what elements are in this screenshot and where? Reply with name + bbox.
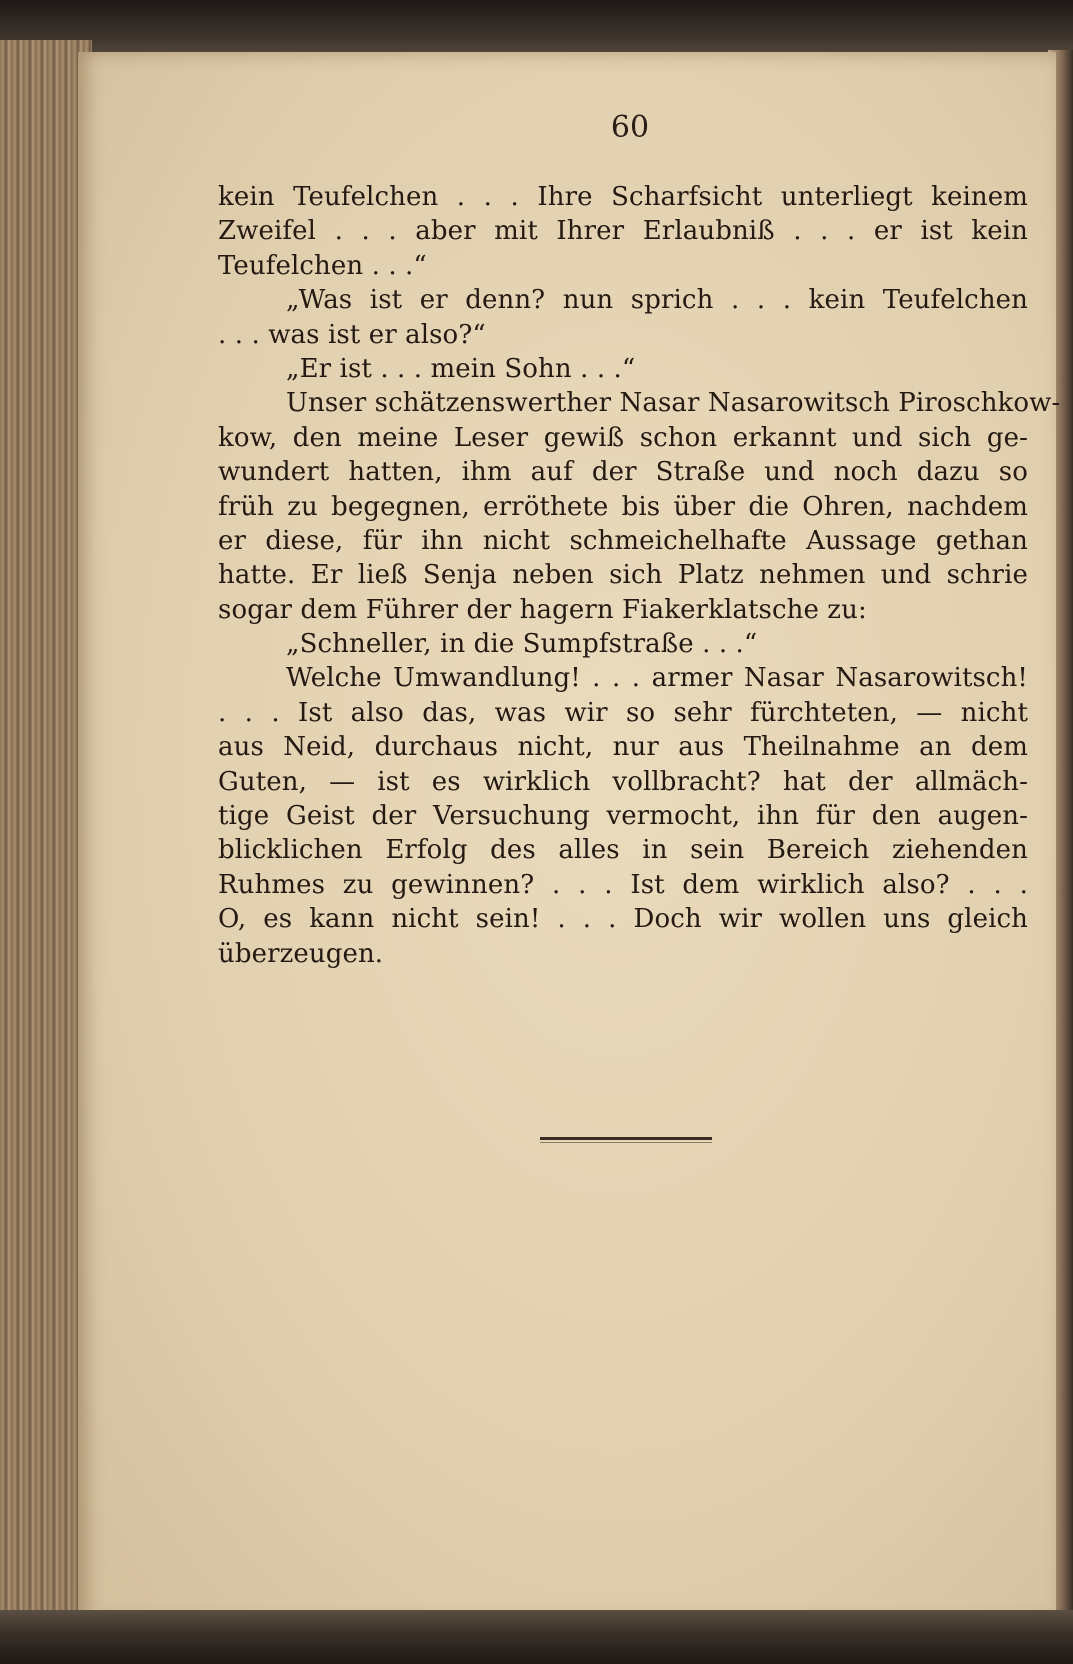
- bottom-shadow-band: [0, 1610, 1073, 1664]
- text-line: wundert hatten, ihm auf der Straße und noch dazu so: [218, 457, 1028, 488]
- text-line: blicklichen Erfolg des alles in sein Bereich ziehenden: [218, 835, 1028, 866]
- text-line: O, es kann nicht sein! . . . Doch wir wollen uns gleich: [218, 904, 1028, 935]
- text-line: „Was ist er denn? nun sprich . . . kein Teufelchen: [286, 285, 1028, 316]
- text-line: Guten, — ist es wirklich vollbracht? hat der allmäch-: [218, 766, 1028, 797]
- text-line: überzeugen.: [218, 938, 384, 969]
- text-line: kow, den meine Leser gewiß schon erkannt und sich ge-: [218, 422, 1028, 453]
- text-line: „Er ist . . . mein Sohn . . .“: [286, 353, 636, 384]
- text-line: früh zu begegnen, erröthete bis über die Ohren, nachdem: [218, 491, 1028, 522]
- section-divider-shadow: [540, 1142, 712, 1143]
- text-line: Teufelchen . . .“: [218, 250, 427, 281]
- text-line: kein Teufelchen . . . Ihre Scharfsicht unterliegt keinem: [218, 182, 1028, 212]
- text-line: tige Geist der Versuchung vermocht, ihn für den augen-: [218, 801, 1028, 832]
- text-line: er diese, für ihn nicht schmeichelhafte Aussage gethan: [218, 525, 1028, 556]
- text-line: Ruhmes zu gewinnen? . . . Ist dem wirklich also? . . .: [218, 869, 1028, 900]
- section-divider: [540, 1137, 712, 1140]
- page-number: 60: [610, 110, 650, 145]
- text-line: aus Neid, durchaus nicht, nur aus Theilnahme an dem: [218, 732, 1028, 763]
- text-line: hatte. Er ließ Senja neben sich Platz nehmen und schrie: [218, 560, 1028, 591]
- text-line: sogar dem Führer der hagern Fiakerklatsche zu:: [218, 594, 867, 625]
- text-line: . . . was ist er also?“: [218, 319, 486, 350]
- text-line: . . . Ist also das, was wir so sehr fürchteten, — nicht: [218, 697, 1028, 728]
- text-line: „Schneller, in die Sumpfstraße . . .“: [286, 629, 758, 660]
- body-text: [218, 180, 1061, 971]
- text-line: Unser schätzenswerther Nasar Nasarowitsch Piroschkow-: [286, 388, 1061, 419]
- text-line: Zweifel . . . aber mit Ihrer Erlaubniß . . . er ist kein: [218, 216, 1028, 247]
- text-line: Welche Umwandlung! . . . armer Nasar Nasarowitsch!: [286, 663, 1028, 694]
